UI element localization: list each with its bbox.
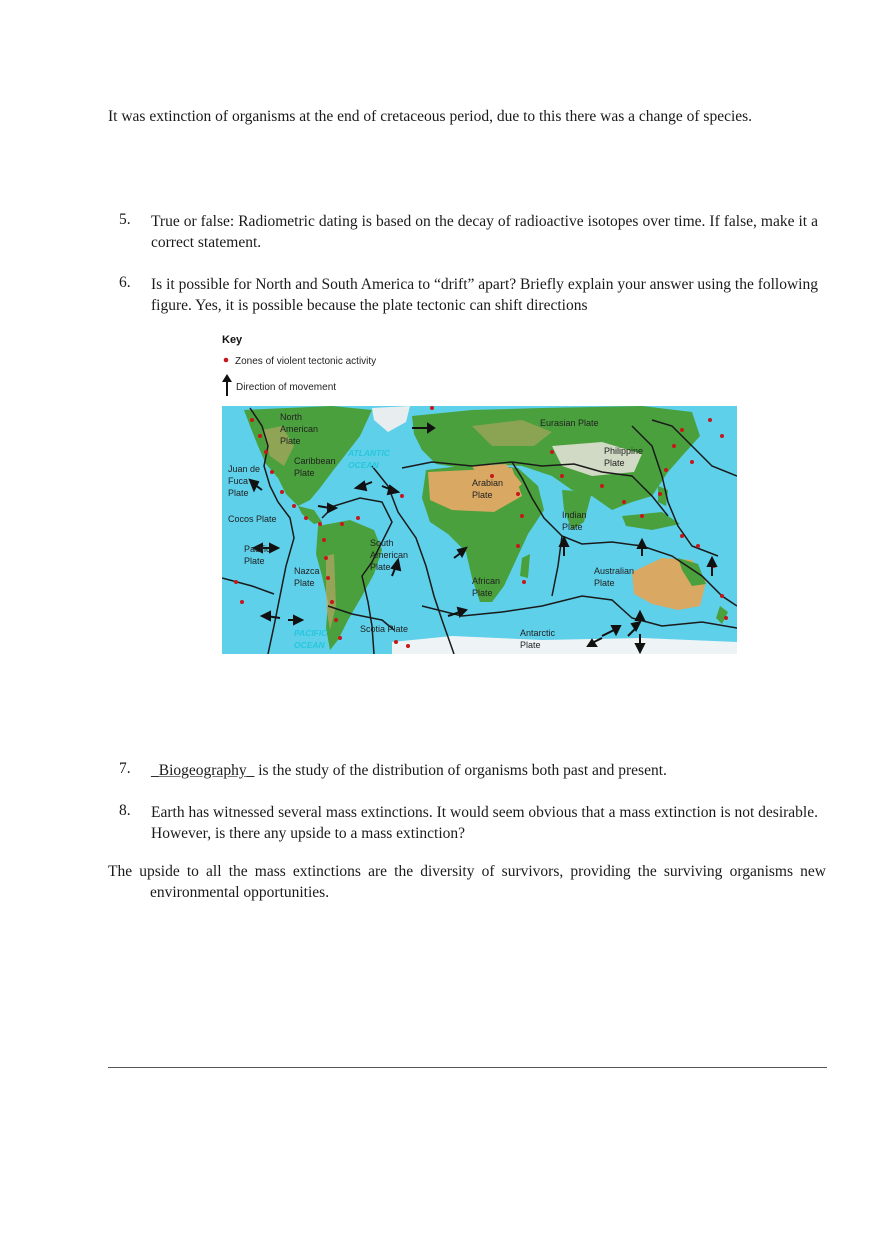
label-pacific-plate: Pacific [244, 544, 271, 554]
svg-text:Fuca: Fuca [228, 476, 249, 486]
svg-text:Plate: Plate [472, 588, 493, 598]
svg-text:Plate: Plate [294, 578, 315, 588]
tectonic-map-svg [222, 330, 737, 654]
tectonic-plates-figure [222, 330, 737, 654]
label-south-american-plate: South [370, 538, 394, 548]
key-direction-label: Direction of movement [236, 382, 337, 393]
label-juan-de-fuca-plate: Juan de [228, 464, 261, 474]
question-6-number: 6. [119, 274, 131, 291]
svg-text:OCEAN: OCEAN [348, 460, 379, 470]
svg-text:Plate: Plate [520, 640, 541, 650]
activity-zone-key-dot [224, 358, 229, 363]
label-north-american-plate: North [280, 412, 303, 422]
direction-arrow-icon [222, 374, 232, 396]
svg-text:Plate: Plate [244, 556, 265, 566]
question-8-text: Earth has witnessed several mass extinctions. It would seem obvious that a mass extinction is not desirable. However, is there any upside to a mass extinction? [151, 804, 818, 842]
svg-text:Plate: Plate [228, 488, 249, 498]
label-scotia-plate: Scotia Plate [360, 624, 409, 634]
label-arabian-plate: Arabian [472, 478, 504, 488]
answer-blank-biogeography: _Biogeography_ [151, 762, 255, 779]
question-6-text: Is it possible for North and South America to “drift” apart? Briefly explain your answer using the following figure. Yes, it is possible because the plate tectonic can shift directions [151, 276, 818, 314]
question-7-number: 7. [119, 760, 131, 777]
label-eurasian-plate: Eurasian Plate [540, 418, 599, 428]
svg-text:Plate: Plate [294, 468, 315, 478]
label-cocos-plate: Cocos Plate [228, 514, 277, 524]
key-zones-label: Zones of violent tectonic activity [235, 356, 377, 367]
question-5-number: 5. [119, 211, 131, 228]
world-map [222, 406, 737, 654]
label-caribbean-plate: Caribbean [294, 456, 336, 466]
label-nazca-plate: Nazca [294, 566, 320, 576]
label-australian-plate: Australian [594, 566, 635, 576]
label-pacific-ocean: PACIFIC [294, 628, 328, 638]
answer-paragraph-upside: The upside to all the mass extinctions are the diversity of survivors, providing the surviving organisms new environmental opportunities. [108, 863, 826, 901]
svg-text:Plate: Plate [604, 458, 625, 468]
question-5-text: True or false: Radiometric dating is based on the decay of radioactive isotopes over time. If false, make it a correct statement. [151, 213, 818, 251]
svg-text:Plate: Plate [594, 578, 615, 588]
footer-divider [108, 1067, 827, 1068]
label-philippine-plate: Philippine [604, 446, 644, 456]
label-indian-plate: Indian [562, 510, 587, 520]
svg-text:American: American [280, 424, 319, 434]
svg-text:Plate: Plate [562, 522, 583, 532]
key-title: Key [222, 334, 243, 346]
svg-text:OCEAN: OCEAN [294, 640, 325, 650]
question-8-number: 8. [119, 802, 131, 819]
label-african-plate: African [472, 576, 501, 586]
question-7-text: _Biogeography_ is the study of the distribution of organisms both past and present. [151, 762, 667, 779]
svg-text:American: American [370, 550, 409, 560]
svg-text:Plate: Plate [472, 490, 493, 500]
label-atlantic-ocean: ATLANTIC [348, 448, 390, 458]
answer-paragraph-extinction: It was extinction of organisms at the end of cretaceous period, due to this there was a change of species. [108, 108, 753, 125]
svg-text:Plate: Plate [370, 562, 391, 572]
svg-text:Plate: Plate [280, 436, 301, 446]
label-antarctic-plate: Antarctic [520, 628, 556, 638]
